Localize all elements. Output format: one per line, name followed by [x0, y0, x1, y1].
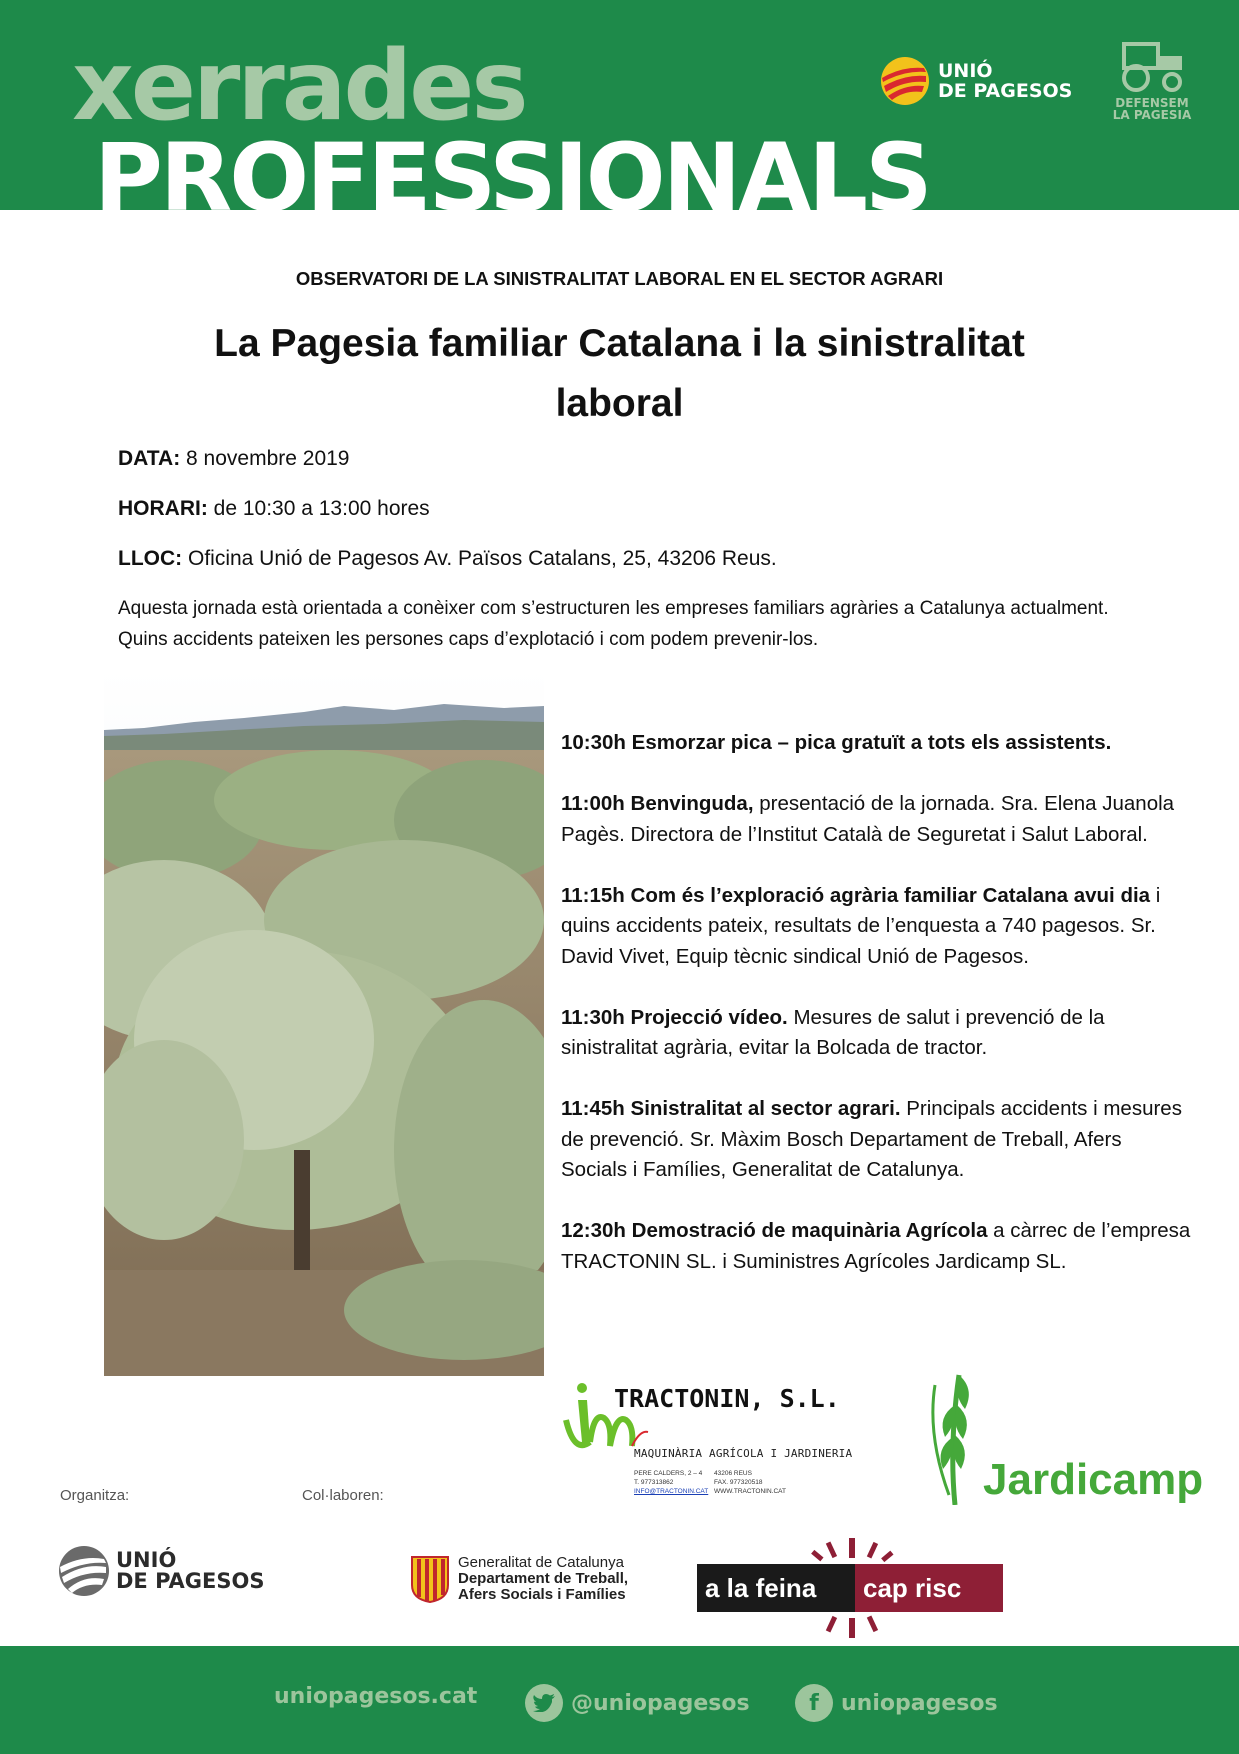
jardicamp-name: Jardicamp: [983, 1455, 1204, 1504]
unio-pagesos-footer-line1: UNIÓ: [116, 1548, 177, 1572]
program-item: [561, 789, 1191, 850]
footer-facebook-text: uniopagesos: [841, 1690, 998, 1716]
program-item-text: Principals accidents i mesures de prevenció. Sr. Màxim Bosch Departament de Treball, Afers Socials i Famílies, Generalitat de Catalunya.: [561, 1097, 1182, 1181]
place-value: Oficina Unió de Pagesos Av. Països Catalans, 25, 43206 Reus.: [182, 547, 777, 570]
unio-pagesos-logo-footer: [58, 1545, 265, 1597]
unio-pagesos-logo-line2: DE PAGESOS: [938, 80, 1073, 102]
tractonin-contact: [634, 1469, 874, 1496]
page-title-line2: laboral: [555, 382, 684, 425]
a-la-feina-text: a la feina: [705, 1573, 817, 1603]
program-item: [561, 1003, 1191, 1064]
program-item-heading: 10:30h Esmorzar pica – pica gratuït a tots els assistents.: [561, 731, 1112, 754]
time-value: de 10:30 a 13:00 hores: [207, 497, 430, 520]
tractonin-fax: FAX. 977320518: [714, 1479, 763, 1486]
program-item-text: Mesures de salut i prevenció de la sinistralitat agrària, evitar la Bolcada de tractor.: [561, 1005, 1105, 1059]
program-item-text: i quins accidents pateix, resultats de l’enquesta a 740 pagesos. Sr. David Vivet, Equip tècnic sindical Unió de Pagesos.: [561, 883, 1161, 968]
olive-grove-photo: [104, 670, 544, 1376]
tractonin-address1: PERE CALDERS, 2 – 4: [634, 1470, 703, 1477]
tractonin-address2: 43206 REUS: [714, 1470, 752, 1477]
program-item-heading: 11:45h Sinistralitat al sector agrari.: [561, 1097, 901, 1120]
footer-twitter-text: @uniopagesos: [571, 1690, 750, 1716]
time-line: [118, 496, 430, 522]
tractonin-name: TRACTONIN, S.L.: [614, 1384, 840, 1413]
a-la-feina-cap-risc-logo: [697, 1538, 1003, 1638]
header-word-xerrades: xerrades: [72, 30, 526, 142]
cap-risc-text: cap risc: [863, 1573, 962, 1603]
unio-pagesos-mark-icon: [58, 1545, 110, 1597]
defensem-line2: LA PAGESIA: [1112, 108, 1192, 122]
tractonin-web[interactable]: WWW.TRACTONIN.CAT: [714, 1488, 786, 1495]
tractonin-phone: T. 977313862: [634, 1479, 674, 1486]
twitter-icon: [525, 1684, 563, 1722]
date-value: 8 novembre 2019: [180, 447, 350, 470]
tractonin-email[interactable]: INFO@TRACTONIN.CAT: [634, 1488, 709, 1495]
footer-web-text: uniopagesos.cat: [274, 1684, 478, 1709]
time-label: HORARI:: [118, 497, 208, 520]
place-label: LLOC:: [118, 547, 183, 570]
program-item: [561, 1094, 1191, 1186]
observatory-subtitle: OBSERVATORI DE LA SINISTRALITAT LABORAL EN EL SECTOR AGRARI: [295, 268, 944, 289]
header-word-professionals: PROFESSIONALS: [94, 124, 930, 210]
defensem-pagesia-logo: [1102, 40, 1202, 121]
generalitat-line3: Afers Socials i Famílies: [458, 1586, 626, 1603]
senyera-shield-icon: [410, 1555, 450, 1603]
program-item-heading: 12:30h Demostració de maquinària Agrícola: [561, 1219, 988, 1242]
program-item-text: presentació de la jornada. Sra. Elena Juanola Pagès. Directora de l’Institut Català de Seguretat i Salut Laboral.: [561, 792, 1175, 846]
footer-band: [0, 1646, 1239, 1754]
organitza-label: Organitza:: [60, 1487, 130, 1504]
jardicamp-logo: [925, 1365, 1215, 1505]
generalitat-logo: [410, 1555, 628, 1603]
footer-twitter-link[interactable]: [525, 1684, 750, 1722]
page-title: [130, 314, 1109, 434]
date-label: DATA:: [118, 447, 181, 470]
program-item: [561, 881, 1191, 973]
collaboren-label: Col·laboren:: [302, 1487, 384, 1504]
program-item-heading: 11:15h Com és l’exploració agrària familiar Catalana avui dia: [561, 883, 1151, 907]
generalitat-line1: Generalitat de Catalunya: [458, 1554, 624, 1571]
program-item: [561, 728, 1191, 759]
program-item-text: a càrrec de l’empresa TRACTONIN SL. i Suministres Agrícoles Jardicamp SL.: [561, 1219, 1191, 1273]
program-item-heading: 11:30h Projecció vídeo.: [561, 1005, 788, 1029]
place-line: [118, 546, 777, 572]
unio-pagesos-mark-icon: [880, 56, 930, 106]
event-description: Aquesta jornada està orientada a conèixer com s’estructuren les empreses familiars agràries a Catalunya actualment. Quins accidents pateixen les persones caps d’explotació i com podem prevenir-los.: [118, 598, 1109, 650]
program-item: [561, 1216, 1191, 1277]
page-title-line1: La Pagesia familiar Catalana i la sinistralitat: [214, 322, 1025, 365]
footer-web-link[interactable]: [274, 1684, 477, 1709]
program-item-heading: 11:00h Benvinguda,: [561, 792, 754, 815]
tractor-icon: [1116, 40, 1188, 92]
facebook-icon: f: [795, 1684, 833, 1722]
tractonin-tagline: MAQUINÀRIA AGRÍCOLA I JARDINERIA: [634, 1447, 853, 1460]
unio-pagesos-footer-line2: DE PAGESOS: [116, 1569, 265, 1593]
generalitat-line2: Departament de Treball,: [458, 1570, 629, 1587]
footer-facebook-link[interactable]: [795, 1684, 998, 1722]
date-line: [118, 446, 350, 472]
program-list: [561, 728, 1191, 1308]
unio-pagesos-logo-line1: UNIÓ: [938, 60, 993, 82]
defensem-line1: DEFENSEM: [1115, 96, 1189, 110]
unio-pagesos-logo: [880, 56, 1072, 106]
tractonin-logo: [560, 1380, 880, 1500]
header-banner: [0, 0, 1239, 210]
